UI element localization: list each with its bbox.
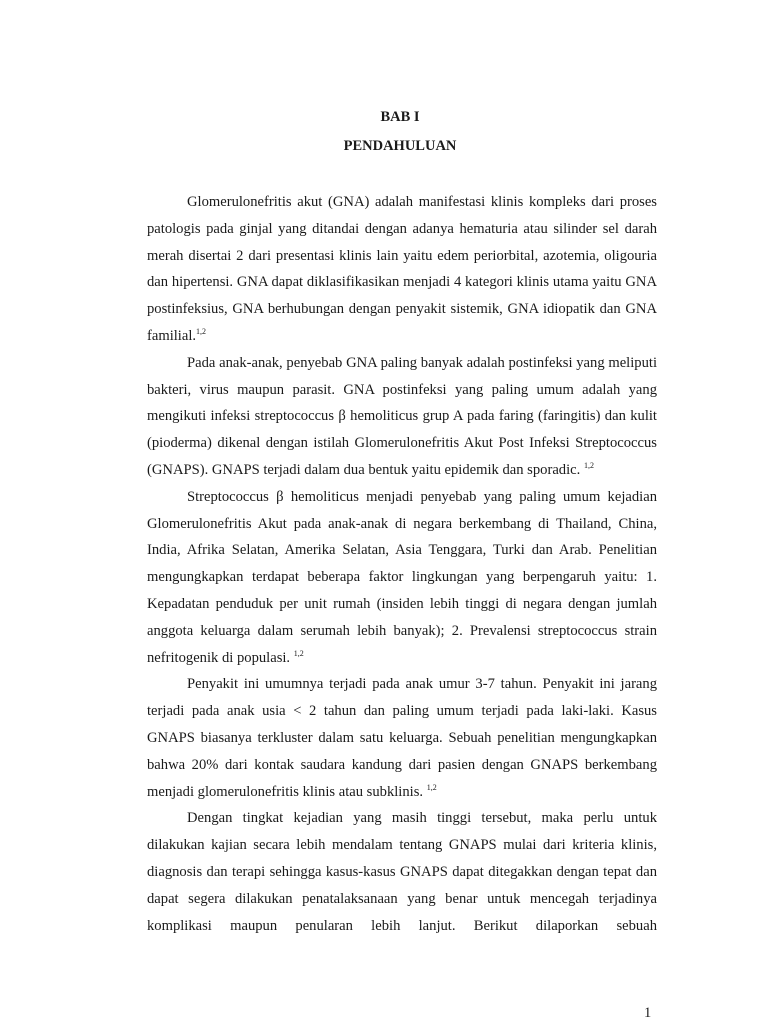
- citation: 1,2: [196, 326, 207, 336]
- page-number: 1: [644, 1005, 652, 1021]
- chapter-heading: BAB I: [380, 109, 420, 125]
- paragraph: [147, 189, 657, 350]
- citation: 1,2: [293, 648, 304, 658]
- citation: 1,2: [583, 460, 594, 470]
- body-text: [147, 189, 657, 939]
- paragraph: [147, 484, 657, 672]
- paragraph-text: Penyakit ini umumnya terjadi pada anak umur 3-7 tahun. Penyakit ini jarang terjadi pada anak usia < 2 tahun dan paling umum terjadi pada laki-laki. Kasus GNAPS biasanya terkluster dalam satu keluarga. Sebuah penelitian mengungkapkan bahwa 20% dari kontak saudara kandung dari pasien dengan GNAPS berkembang menjadi glomerulonefritis klinis atau subklinis.: [147, 676, 657, 800]
- paragraph-text: Pada anak-anak, penyebab GNA paling banyak adalah postinfeksi yang meliputi bakteri, virus maupun parasit. GNA postinfeksi yang paling umum adalah yang mengikuti infeksi streptococcus β hemoliticus grup A pada faring (faringitis) dan kulit (pioderma) dikenal dengan istilah Glomerulonefritis Akut Post Infeksi Streptococcus (GNAPS). GNAPS terjadi dalam dua bentuk yaitu epidemik dan sporadic.: [147, 354, 657, 478]
- paragraph: [147, 671, 657, 805]
- paragraph: [147, 350, 657, 484]
- paragraph-text: Dengan tingkat kejadian yang masih tinggi tersebut, maka perlu untuk dilakukan kajian secara lebih mendalam tentang GNAPS mulai dari kriteria klinis, diagnosis dan terapi sehingga kasus-kasus GNAPS dapat ditegakkan dengan tepat dan dapat segera dilakukan penatalaksanaan yang benar untuk mencegah terjadinya komplikasi maupun penularan lebih lanjut. Berikut dilaporkan sebuah: [147, 810, 657, 934]
- citation: 1,2: [426, 782, 437, 792]
- paragraph-text: Streptococcus β hemoliticus menjadi penyebab yang paling umum kejadian Glomerulonefritis Akut pada anak-anak di negara berkembang di Thailand, China, India, Afrika Selatan, Amerika Selatan, Asia Tenggara, Turki dan Arab. Penelitian mengungkapkan terdapat beberapa faktor lingkungan yang berpengaruh yaitu: 1. Kepadatan penduduk per unit rumah (insiden lebih tinggi di negara dengan jumlah anggota keluarga dalam serumah lebih banyak); 2. Prevalensi streptococcus strain nefritogenik di populasi.: [147, 488, 657, 666]
- paragraph: [147, 805, 657, 939]
- chapter-title: PENDAHULUAN: [343, 138, 457, 154]
- paragraph-text: Glomerulonefritis akut (GNA) adalah manifestasi klinis kompleks dari proses patologis pada ginjal yang ditandai dengan adanya hematuria atau silinder sel darah merah disertai 2 dari presentasi klinis lain yaitu edem periorbital, azotemia, oligouria dan hipertensi. GNA dapat diklasifikasikan menjadi 4 kategori klinis utama yaitu GNA postinfeksius, GNA berhubungan dengan penyakit sistemik, GNA idiopatik dan GNA familial.: [147, 194, 657, 344]
